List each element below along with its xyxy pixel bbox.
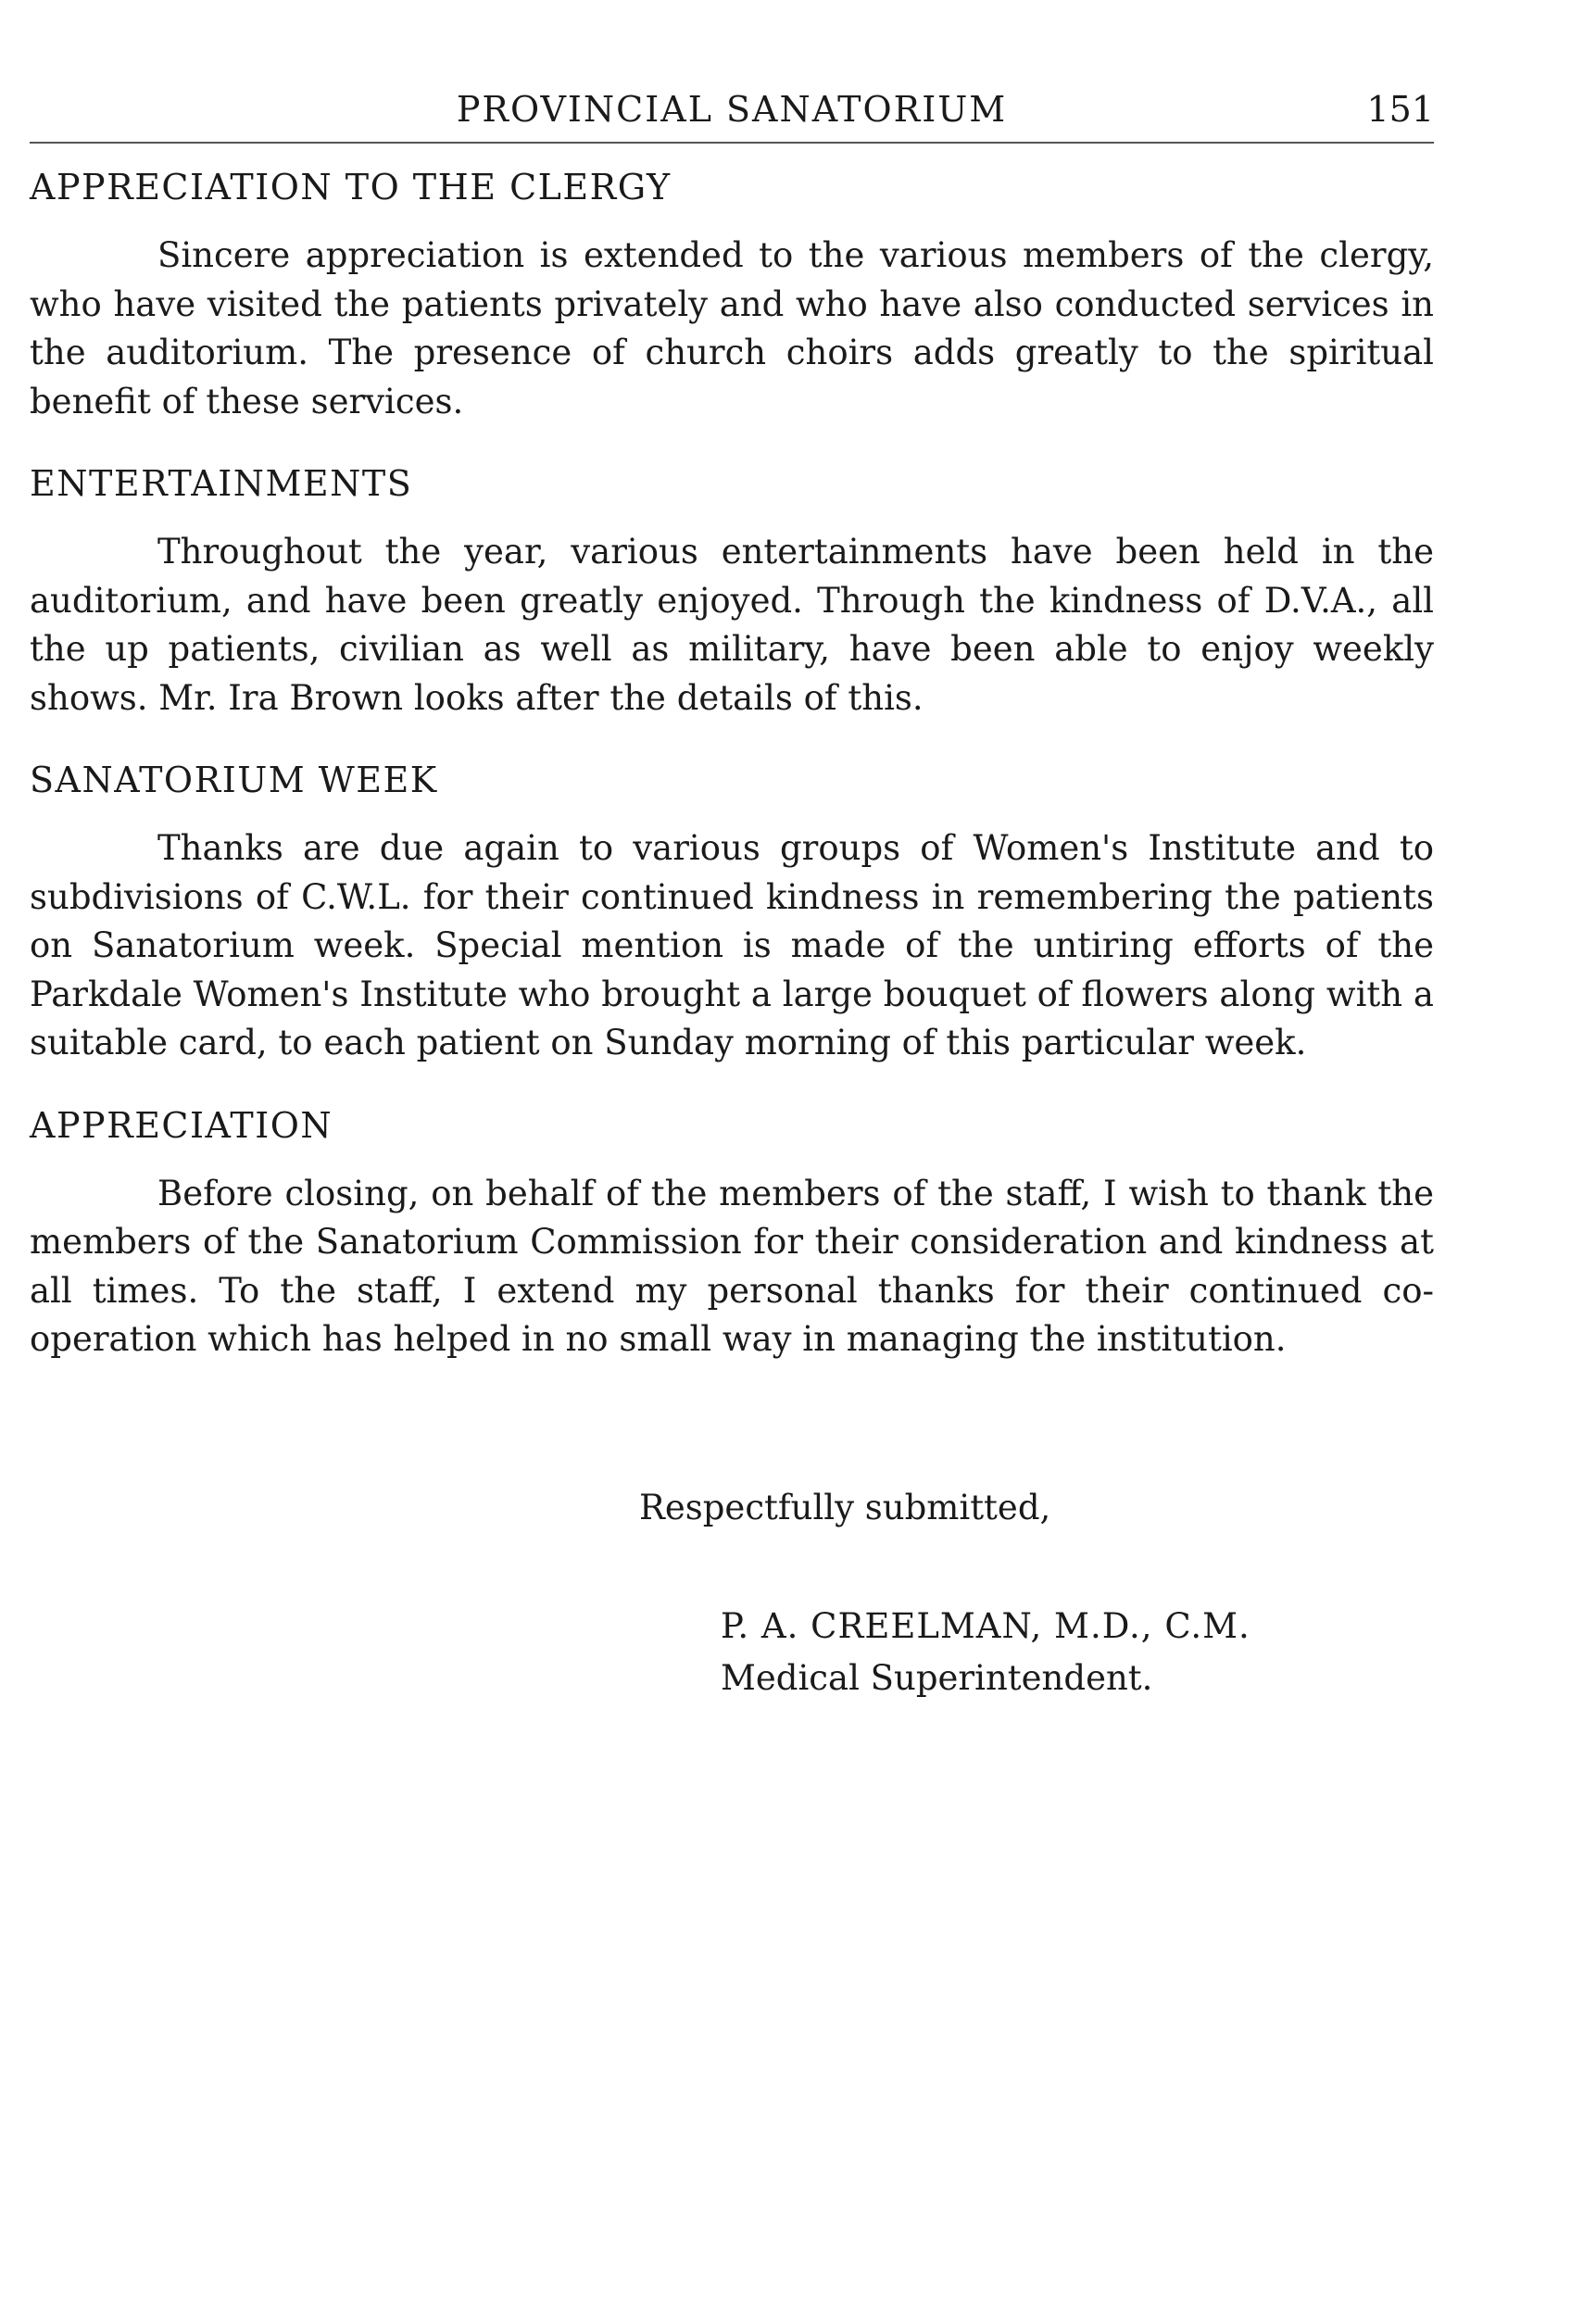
section-sanatorium-week [30, 756, 1434, 1068]
section-heading: SANATORIUM WEEK [30, 760, 438, 800]
report-body [30, 163, 1434, 1398]
section-paragraph: Thanks are due again to various groups of Women's Institute and to subdivisions of C.W.L. for their continued kindness in remembering the patients on Sanatorium week. Special mention is made of the untiring efforts of the Parkdale Women's Institute who brought a large bouquet of flowers along with a suitable card, to each patient on Sunday morning of this particular week. [30, 828, 1434, 1062]
page-number: 151 [1366, 89, 1434, 130]
section-entertainments [30, 459, 1434, 723]
section-heading: ENTERTAINMENTS [30, 463, 413, 504]
signatory-name: P. A. CREELMAN, M.D., C.M. [721, 1606, 1250, 1646]
section-heading: APPRECIATION TO THE CLERGY [30, 167, 672, 207]
running-head [30, 89, 1434, 145]
closing-line: Respectfully submitted, [639, 1488, 1051, 1527]
signature-block [721, 1601, 1250, 1704]
running-title: PROVINCIAL SANATORIUM [456, 89, 1008, 130]
section-heading: APPRECIATION [30, 1104, 333, 1146]
section-appreciation [30, 1101, 1434, 1364]
section-paragraph: Before closing, on behalf of the members of the staff, I wish to thank the members of the Sanatorium Commission for their consideration and kindness at all times. To the staff, I extend my personal thanks for their continued co-operation which has helped in no small way in managing the institution. [30, 1173, 1434, 1359]
section-appreciation-to-clergy [30, 163, 1434, 426]
section-paragraph: Throughout the year, various entertainments have been held in the auditorium, and have been greatly enjoyed. Through the kindness of D.V.A., all the up patients, civilian as well as military, have been able to enjoy weekly shows. Mr. Ira Brown looks after the details of this. [30, 532, 1434, 718]
section-paragraph: Sincere appreciation is extended to the various members of the clergy, who have visited the patients privately and who have also conducted services in the auditorium. The presence of church choirs adds greatly to the spiritual benefit of these services. [30, 235, 1434, 421]
header-rule [30, 142, 1434, 144]
signatory-title: Medical Superintendent. [721, 1658, 1153, 1698]
